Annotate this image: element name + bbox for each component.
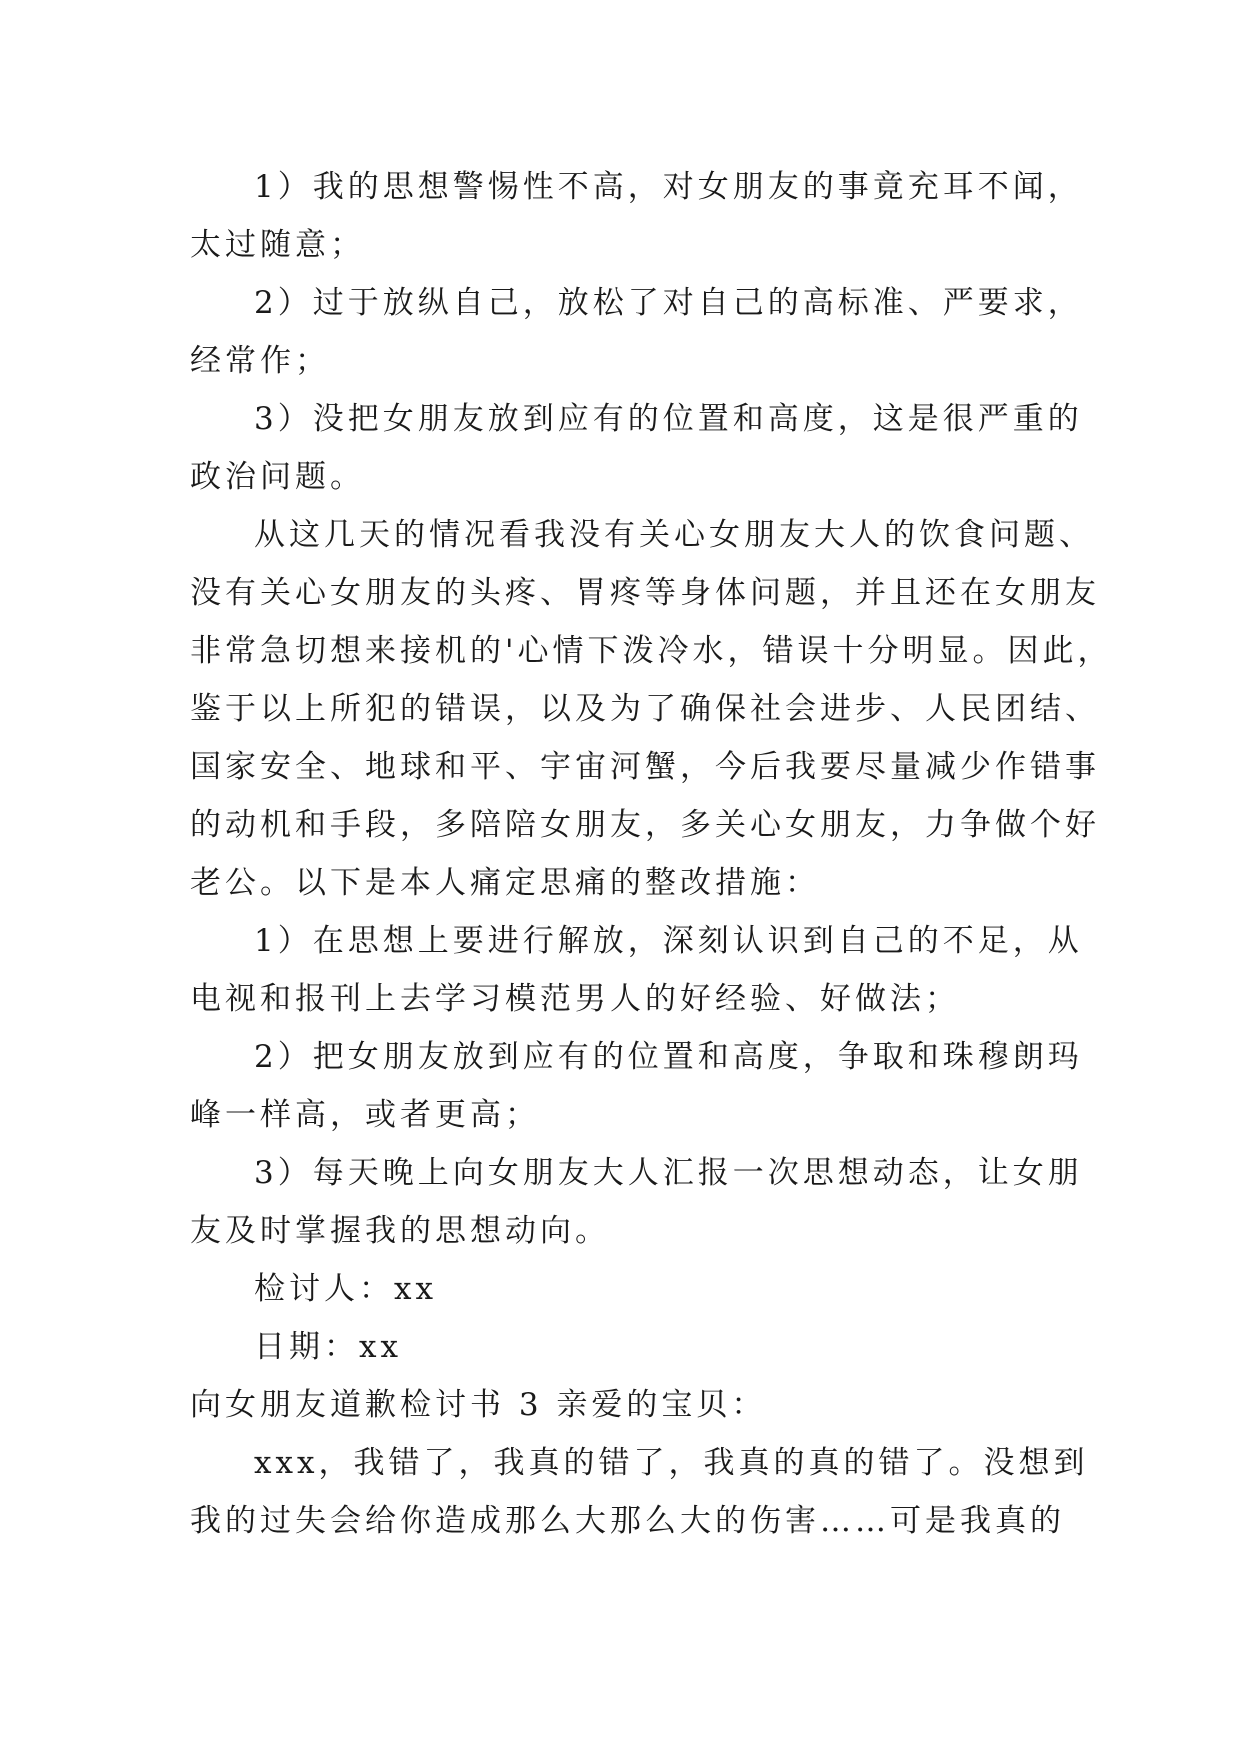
text-line: 没有关心女朋友的头疼、胃疼等身体问题，并且还在女朋友: [190, 575, 1100, 611]
text-line: 国家安全、地球和平、宇宙河蟹，今后我要尽量减少作错事: [190, 749, 1100, 785]
text-line: 的动机和手段，多陪陪女朋友，多关心女朋友，力争做个好: [190, 807, 1100, 843]
text-line: 经常作；: [190, 343, 330, 379]
text-line: 太过随意；: [190, 227, 365, 263]
text-line: 非常急切想来接机的'心情下泼冷水，错误十分明显。因此，: [190, 633, 1113, 669]
text-line: 电视和报刊上去学习模范男人的好经验、好做法；: [190, 981, 960, 1017]
text-line: xxx，我错了，我真的错了，我真的真的错了。没想到: [254, 1445, 1089, 1481]
text-line: 峰一样高，或者更高；: [190, 1097, 540, 1133]
text-line: 从这几天的情况看我没有关心女朋友大人的饮食问题、: [254, 517, 1094, 553]
text-line: 我的过失会给你造成那么大那么大的伤害……可是我真的: [190, 1503, 1065, 1539]
text-line: 1）在思想上要进行解放，深刻认识到自己的不足，从: [254, 923, 1083, 959]
text-line: 2）把女朋友放到应有的位置和高度，争取和珠穆朗玛: [254, 1039, 1083, 1075]
text-line: 政治问题。: [190, 459, 365, 495]
text-line: 3）没把女朋友放到应有的位置和高度，这是很严重的: [254, 401, 1083, 437]
section-heading: 向女朋友道歉检讨书 3 亲爱的宝贝：: [190, 1387, 767, 1423]
signature-line: 检讨人：xx: [254, 1271, 437, 1307]
text-line: 2）过于放纵自己，放松了对自己的高标准、严要求，: [254, 285, 1083, 321]
text-line: 1）我的思想警惕性不高，对女朋友的事竟充耳不闻，: [254, 169, 1083, 205]
document-body: [190, 158, 1113, 1550]
text-line: 友及时掌握我的思想动向。: [190, 1213, 610, 1249]
text-line: 老公。以下是本人痛定思痛的整改措施：: [190, 865, 820, 901]
text-line: 鉴于以上所犯的错误，以及为了确保社会进步、人民团结、: [190, 691, 1100, 727]
text-line: 3）每天晚上向女朋友大人汇报一次思想动态，让女朋: [254, 1155, 1083, 1191]
date-line: 日期：xx: [254, 1329, 402, 1365]
